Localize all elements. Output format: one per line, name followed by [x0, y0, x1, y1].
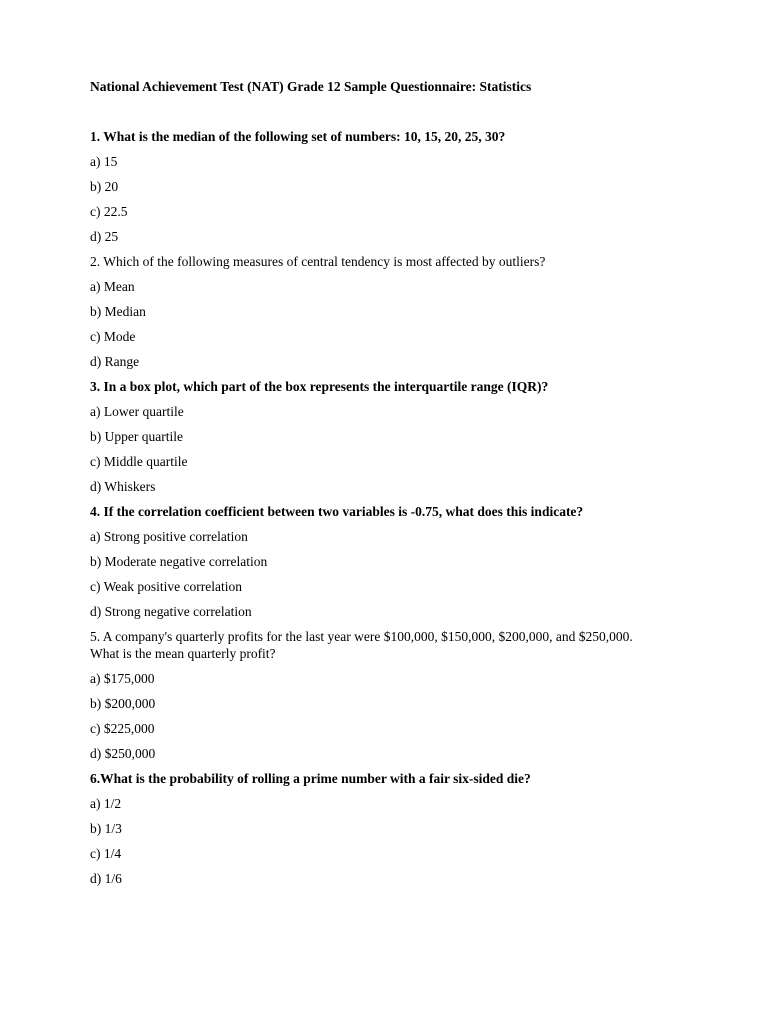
answer-option: c) Middle quartile — [90, 454, 188, 469]
answer-option: b) $200,000 — [90, 696, 156, 711]
answer-option: a) 15 — [90, 154, 118, 169]
answer-option: b) Median — [90, 304, 146, 319]
question-1 — [90, 128, 650, 253]
answer-option: a) Mean — [90, 279, 135, 294]
question-6 — [90, 770, 650, 895]
question-4 — [90, 503, 650, 628]
answer-option: a) Lower quartile — [90, 404, 184, 419]
answer-option: a) $175,000 — [90, 671, 155, 686]
answer-option: c) Mode — [90, 329, 136, 344]
question-text: 3. In a box plot, which part of the box represents the interquartile range (IQR)? — [90, 379, 549, 394]
answer-option: c) 1/4 — [90, 846, 122, 861]
answer-option: d) Strong negative correlation — [90, 604, 252, 619]
answer-option: c) 22.5 — [90, 204, 128, 219]
answer-option: b) 20 — [90, 179, 119, 194]
answer-option: d) Range — [90, 354, 140, 369]
answer-option: b) Upper quartile — [90, 429, 183, 444]
answer-option: d) Whiskers — [90, 479, 156, 494]
question-text: 4. If the correlation coefficient between two variables is -0.75, what does this indicate? — [90, 504, 584, 519]
question-2 — [90, 253, 650, 378]
question-text: 2. Which of the following measures of central tendency is most affected by outliers? — [90, 254, 546, 269]
answer-option: d) 25 — [90, 229, 119, 244]
question-text: 5. A company's quarterly profits for the last year were $100,000, $150,000, $200,000, and $250,000. What is the mean quarterly profit? — [90, 629, 633, 661]
question-text: 1. What is the median of the following set of numbers: 10, 15, 20, 25, 30? — [90, 129, 506, 144]
answer-option: a) Strong positive correlation — [90, 529, 248, 544]
document-title: National Achievement Test (NAT) Grade 12 Sample Questionnaire: Statistics — [90, 79, 532, 94]
answer-option: a) 1/2 — [90, 796, 122, 811]
question-3 — [90, 378, 650, 503]
document-page — [90, 78, 650, 895]
answer-option: b) Moderate negative correlation — [90, 554, 268, 569]
answer-option: d) $250,000 — [90, 746, 156, 761]
question-text: 6.What is the probability of rolling a prime number with a fair six-sided die? — [90, 771, 531, 786]
answer-option: c) $225,000 — [90, 721, 155, 736]
answer-option: b) 1/3 — [90, 821, 122, 836]
answer-option: d) 1/6 — [90, 871, 122, 886]
answer-option: c) Weak positive correlation — [90, 579, 242, 594]
question-5 — [90, 628, 650, 770]
